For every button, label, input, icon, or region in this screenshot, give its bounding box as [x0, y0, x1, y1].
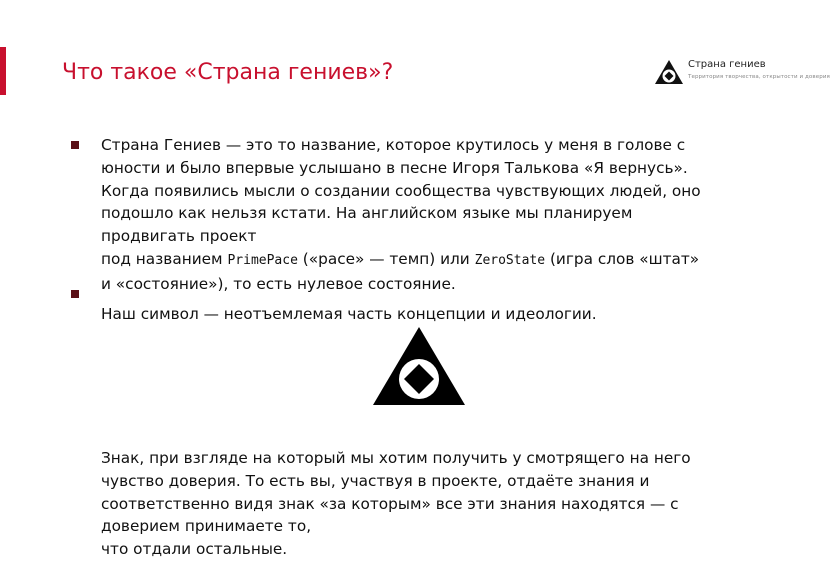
text-line: что отдали остальные. — [101, 540, 288, 559]
text-line: Страна Гениев — это то название, которое крутилось у меня в голове с — [101, 136, 686, 154]
accent-bar — [0, 47, 6, 95]
trust-paragraph — [101, 447, 761, 561]
text-line: Когда появились мысли о создании сообщества чувствующих людей, оно — [101, 181, 701, 200]
brand-logo — [654, 58, 830, 86]
bullet-marker — [71, 141, 79, 149]
page-title: Что такое «Страна гениев»? — [62, 60, 394, 85]
text-line: чувство доверия. То есть вы, участвуя в проекте, отдаёте знания и — [101, 471, 650, 490]
logo-name: Страна гениев — [688, 59, 766, 70]
text-line: Знак, при взгляде на который мы хотим получить у смотрящего на него — [101, 449, 691, 467]
text-fragment: (игра слов «штат» — [545, 249, 700, 268]
bullet-marker — [71, 290, 79, 298]
triangle-diamond-circle-icon — [372, 326, 466, 406]
text-line: продвигать проект — [101, 227, 257, 246]
project-name-primepace: PrimePace — [227, 252, 298, 268]
text-line: юности и было впервые услышано в песне Игоря Талькова «Я вернусь». — [101, 158, 688, 177]
logo-tagline: Территория творчества, открытости и доверия — [688, 74, 830, 80]
triangle-diamond-icon — [654, 58, 684, 86]
text-line: подошло как нельзя кстати. На английском языке мы планируем — [101, 204, 633, 223]
text-line: и «состояние»), то есть нулевое состояние. — [101, 274, 456, 293]
intro-paragraph — [101, 134, 761, 296]
project-name-zerostate: ZeroState — [474, 252, 546, 268]
text-line — [101, 248, 761, 273]
text-line: доверием принимаете то, — [101, 517, 312, 536]
text-fragment: («pace» — темп) или — [297, 249, 475, 268]
text-line: соответственно видя знак «за которым» все эти знания находятся — с — [101, 494, 679, 513]
text-fragment: под названием — [101, 249, 228, 268]
symbol-paragraph: Наш символ — неотъемлемая часть концепции и идеологии. — [101, 305, 597, 323]
